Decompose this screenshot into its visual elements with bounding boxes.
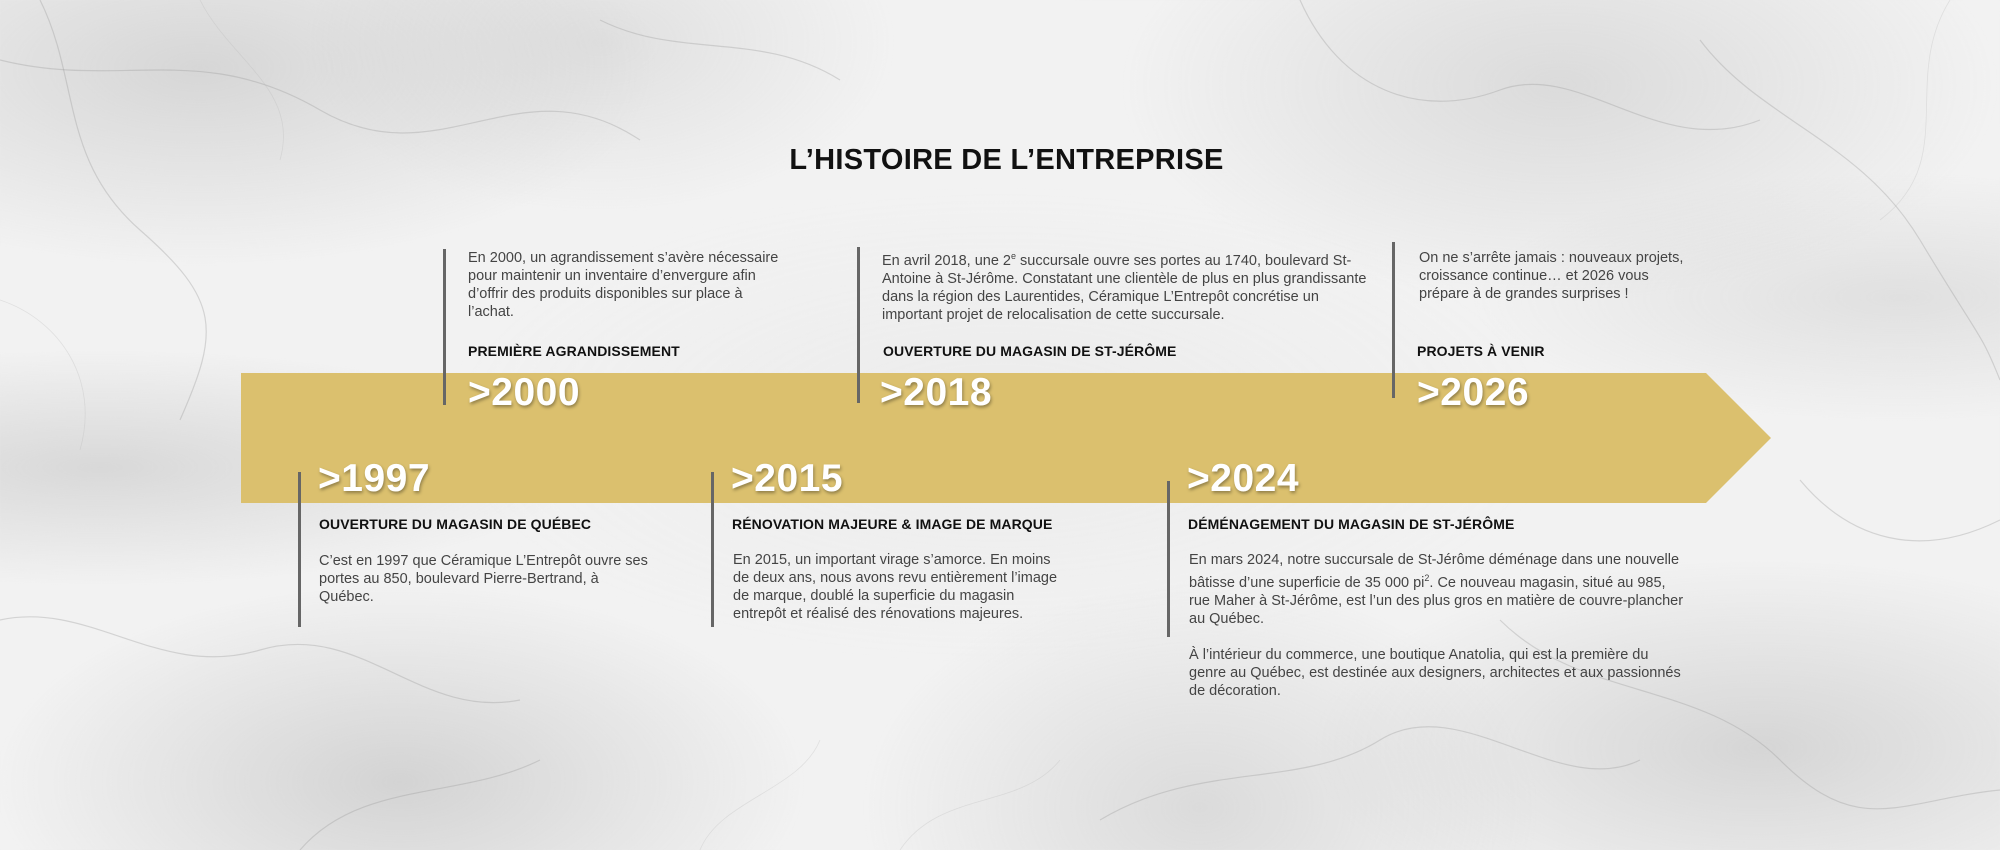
description-2026 (1419, 249, 1684, 303)
description-1997 (319, 552, 654, 606)
description-2024 (1189, 551, 1689, 700)
description-2024-text-2: À l’intérieur du commerce, une boutique Anatolia, qui est la première du genre au Québec, est destinée aux designers, architectes et aux passionnés de décoration. (1189, 646, 1681, 699)
description-2000-text: En 2000, un agrandissement s’avère nécessaire pour maintenir un inventaire d’envergure afin d’offrir des produits disponibles sur place à l’achat. (468, 250, 779, 320)
marker-line-2024 (1167, 481, 1170, 637)
marker-line-2000 (443, 249, 446, 405)
description-2026-text: On ne s’arrête jamais : nouveaux projets, croissance continue… et 2026 vous prépare à de grandes surprises ! (1419, 250, 1684, 302)
heading-2015: RÉNOVATION MAJEURE & IMAGE DE MARQUE (732, 516, 1053, 532)
marker-line-2015 (711, 472, 714, 627)
year-2015: >2015 (731, 457, 844, 500)
heading-1997: OUVERTURE DU MAGASIN DE QUÉBEC (319, 516, 592, 532)
description-2018-text: En avril 2018, une 2e succursale ouvre ses portes au 1740, boulevard St-Antoine à St-Jérôme. Constatant une clientèle de plus en plus grandissante dans la région des Laurentides, Céramique L’Entrepôt concrétise un important projet de relocalisation de cette succursale. (882, 251, 1367, 323)
marker-line-2018 (857, 247, 860, 403)
description-2015 (733, 551, 1058, 623)
description-2024-text-1: En mars 2024, notre succursale de St-Jérôme déménage dans une nouvelle bâtisse d’une superficie de 35 000 $pi^2$. Ce nouveau magasin, situé au 985, rue Maher à St-Jérôme, est l’un des plus gros en matière de couvre-plancher au Québec. (1189, 552, 1684, 627)
description-1997-text: C’est en 1997 que Céramique L’Entrepôt ouvre ses portes au 850, boulevard Pierre-Bertrand, à Québec. (319, 553, 648, 605)
year-2000: >2000 (468, 371, 581, 414)
year-1997: >1997 (318, 457, 431, 500)
description-2000 (468, 249, 788, 321)
heading-2024: DÉMÉNAGEMENT DU MAGASIN DE ST-JÉRÔME (1188, 516, 1515, 532)
heading-2000: PREMIÈRE AGRANDISSEMENT (468, 343, 680, 359)
heading-2018: OUVERTURE DU MAGASIN DE ST-JÉRÔME (883, 343, 1177, 359)
page-title: L’HISTOIRE DE L’ENTREPRISE (789, 144, 1224, 176)
heading-2026: PROJETS À VENIR (1417, 343, 1545, 359)
marker-line-2026 (1392, 242, 1395, 398)
marker-line-1997 (298, 472, 301, 627)
year-2018: >2018 (880, 371, 993, 414)
year-2024: >2024 (1187, 457, 1300, 500)
description-2015-text: En 2015, un important virage s’amorce. En moins de deux ans, nous avons revu entièrement l’image de marque, doublé la superficie du magasin entrepôt et réalisé des rénovations majeures. (733, 552, 1058, 622)
description-2018 (882, 247, 1377, 324)
year-2026: >2026 (1417, 371, 1530, 414)
